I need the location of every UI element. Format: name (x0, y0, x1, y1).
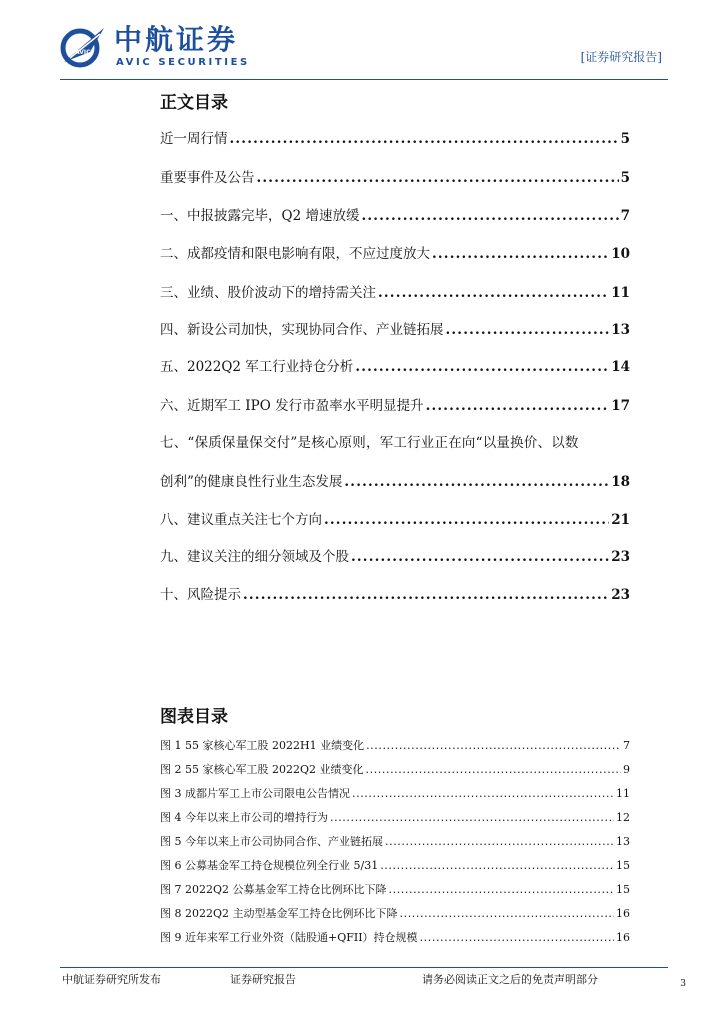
toc-entry-page: 13 (611, 322, 630, 338)
toc-entry-page: 10 (611, 246, 630, 262)
toc-leader-dots (432, 245, 609, 263)
figure-leader-dots (420, 930, 614, 945)
toc-entry[interactable] (160, 548, 630, 566)
toc-entry-page: 7 (620, 208, 630, 224)
toc-entry-page: 23 (611, 587, 630, 603)
toc-entry-label: 六、近期军工 IPO 发行市盈率水平明显提升 (160, 398, 424, 414)
figure-entry-page: 16 (616, 931, 630, 944)
page-number: 3 (680, 979, 686, 989)
figure-entry-label: 图 8 2022Q2 主动型基金军工持仓比例环比下降 (160, 907, 398, 920)
figure-leader-dots (385, 834, 614, 849)
figure-leader-dots (366, 738, 621, 753)
figure-entry[interactable] (160, 834, 630, 849)
footer-disclaimer: 请务必阅读正文之后的免责声明部分 (422, 973, 598, 986)
figure-entry-label: 图 3 成都片军工上市公司限电公告情况 (160, 787, 350, 800)
toc-entry-label: 九、建议关注的细分领域及个股 (160, 549, 349, 565)
figure-entry[interactable] (160, 786, 630, 801)
toc-entry-page: 21 (611, 512, 630, 528)
toc-entry-label-line1[interactable]: 七、“保质保量保交付”是核心原则，军工行业正在向“以量换价、以数 (160, 435, 579, 451)
toc-entry[interactable] (160, 511, 630, 529)
footer-divider (60, 967, 668, 968)
figure-entry[interactable] (160, 738, 630, 753)
toc-entry-label: 二、成都疫情和限电影响有限，不应过度放大 (160, 246, 430, 262)
figure-entry[interactable] (160, 930, 630, 945)
figure-list-title: 图表目录 (160, 707, 228, 727)
toc-entry[interactable] (160, 397, 630, 415)
figure-entry-label: 图 4 今年以来上市公司的增持行为 (160, 811, 328, 824)
toc-entry-label: 八、建议重点关注七个方向 (160, 512, 322, 528)
toc-leader-dots (378, 284, 609, 302)
figure-entry-page: 15 (616, 859, 630, 872)
toc-leader-dots (230, 130, 619, 148)
toc-entry[interactable] (160, 473, 630, 491)
toc-entry-label: 近一周行情 (160, 131, 228, 147)
toc-leader-dots (351, 548, 609, 566)
toc-entry[interactable] (160, 245, 630, 263)
toc-entry-page: 5 (620, 131, 630, 147)
figure-leader-dots (400, 906, 615, 921)
figure-entry-page: 11 (616, 787, 630, 800)
figure-entry[interactable] (160, 762, 630, 777)
toc-entry-label: 五、2022Q2 军工行业持仓分析 (160, 359, 354, 375)
toc-leader-dots (361, 207, 618, 225)
figure-entry-page: 9 (623, 763, 630, 776)
toc-title: 正文目录 (160, 93, 228, 113)
figure-entry-page: 15 (616, 883, 630, 896)
figure-entry-label: 图 6 公募基金军工持仓规模位列全行业 5/31 (160, 859, 379, 872)
figure-entry-label: 图 7 2022Q2 公募基金军工持仓比例环比下降 (160, 883, 387, 896)
figure-leader-dots (380, 858, 614, 873)
toc-leader-dots (257, 169, 619, 187)
figure-entry[interactable] (160, 882, 630, 897)
footer-report-type: 证券研究报告 (230, 973, 296, 986)
toc-entry-label: 十、风险提示 (160, 587, 241, 603)
figure-entry-page: 7 (623, 739, 630, 752)
figure-leader-dots (389, 882, 615, 897)
toc-entry[interactable] (160, 321, 630, 339)
toc-leader-dots (355, 358, 609, 376)
figure-entry-label: 图 2 55 家核心军工股 2022Q2 业绩变化 (160, 763, 364, 776)
figure-entry[interactable] (160, 810, 630, 825)
toc-entry-page: 17 (611, 398, 630, 414)
toc-entry[interactable] (160, 207, 630, 225)
logo-chinese-name: 中航证券 (114, 23, 239, 56)
figure-entry-page: 12 (616, 811, 630, 824)
figure-leader-dots (366, 762, 622, 777)
avic-wing-logo-icon (60, 22, 108, 70)
company-logo (60, 22, 260, 70)
toc-leader-dots (324, 511, 609, 529)
toc-entry-page: 18 (611, 474, 630, 490)
footer-publisher: 中航证券研究所发布 (62, 973, 161, 986)
report-type-tag: [证券研究报告] (580, 50, 662, 64)
toc-entry[interactable] (160, 169, 630, 187)
figure-entry[interactable] (160, 906, 630, 921)
toc-entry-label: 三、业绩、股价波动下的增持需关注 (160, 285, 376, 301)
figure-entry-label: 图 1 55 家核心军工股 2022H1 业绩变化 (160, 739, 365, 752)
logo-english-name: AVIC SECURITIES (116, 57, 250, 68)
toc-entry-page: 14 (611, 359, 630, 375)
header-divider (60, 79, 668, 80)
toc-entry[interactable] (160, 358, 630, 376)
toc-leader-dots (426, 397, 610, 415)
figure-entry-page: 13 (616, 835, 630, 848)
toc-leader-dots (243, 586, 609, 604)
toc-leader-dots (344, 473, 609, 491)
toc-entry-page: 5 (620, 170, 630, 186)
figure-entry-page: 16 (616, 907, 630, 920)
toc-entry[interactable] (160, 284, 630, 302)
figure-entry[interactable] (160, 858, 630, 873)
toc-entry[interactable] (160, 586, 630, 604)
logo-mark-text: AVIC (75, 49, 91, 56)
figure-entry-label: 图 9 近年来军工行业外资（陆股通+QFII）持仓规模 (160, 931, 418, 944)
toc-entry-page: 23 (611, 549, 630, 565)
figure-leader-dots (330, 810, 614, 825)
toc-entry-label: 四、新设公司加快，实现协同合作、产业链拓展 (160, 322, 444, 338)
toc-leader-dots (446, 321, 610, 339)
toc-entry-label: 一、中报披露完毕，Q2 增速放缓 (160, 208, 360, 224)
toc-entry-label: 创利”的健康良性行业生态发展 (160, 474, 343, 490)
figure-leader-dots (352, 786, 614, 801)
toc-entry-page: 11 (611, 285, 630, 301)
toc-entry-label: 重要事件及公告 (160, 170, 255, 186)
toc-entry[interactable] (160, 130, 630, 148)
figure-entry-label: 图 5 今年以来上市公司协同合作、产业链拓展 (160, 835, 383, 848)
